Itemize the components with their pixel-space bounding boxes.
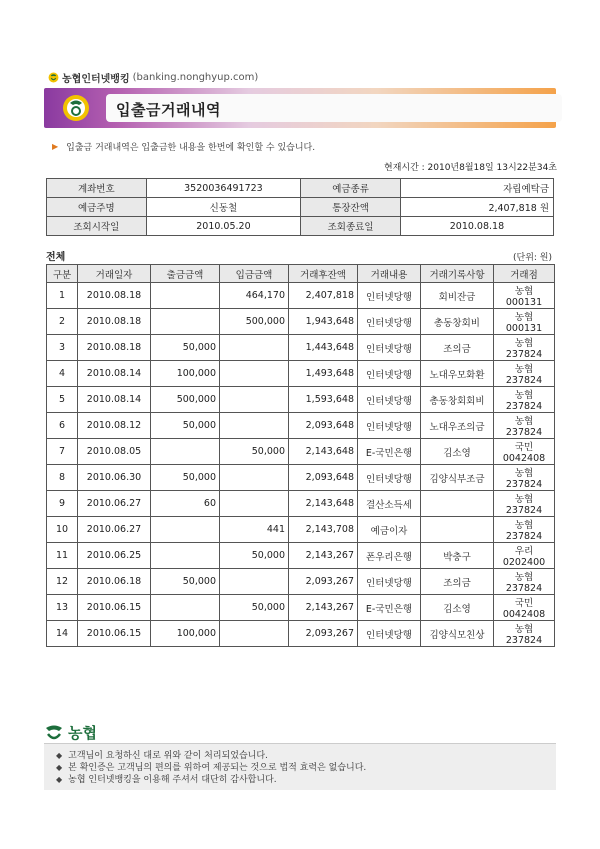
- balance-label: 통장잔액: [301, 198, 401, 217]
- table-row: [47, 543, 555, 569]
- table-cell: [151, 309, 220, 335]
- table-cell: 국민0042408: [494, 595, 555, 621]
- owner-value: 신동철: [146, 198, 301, 217]
- table-cell: E-국민은행: [358, 595, 421, 621]
- triangle-bullet-icon: ▶: [52, 142, 59, 151]
- table-cell: [151, 283, 220, 309]
- table-cell: 1,443,648: [289, 335, 358, 361]
- table-cell: 2,143,267: [289, 595, 358, 621]
- table-cell: 노대우조의금: [421, 413, 494, 439]
- table-cell: 예금이자: [358, 517, 421, 543]
- table-cell: 인터넷당행: [358, 569, 421, 595]
- diamond-bullet-icon: ◆: [56, 775, 63, 784]
- table-row: [47, 387, 555, 413]
- table-cell: 1: [47, 283, 78, 309]
- table-cell: E-국민은행: [358, 439, 421, 465]
- table-cell: 김소영: [421, 439, 494, 465]
- table-row: [47, 569, 555, 595]
- end-date-value: 2010.08.18: [400, 217, 553, 236]
- table-cell: 농협237824: [494, 569, 555, 595]
- table-cell: 3: [47, 335, 78, 361]
- table-cell: 2010.06.27: [78, 517, 151, 543]
- table-cell: 100,000: [151, 621, 220, 647]
- table-row: [47, 491, 555, 517]
- table-cell: 50,000: [151, 569, 220, 595]
- table-cell: 441: [220, 517, 289, 543]
- start-date-label: 조회시작일: [47, 217, 147, 236]
- table-row: [47, 517, 555, 543]
- column-header: 입금금액: [220, 265, 289, 283]
- column-header: 구분: [47, 265, 78, 283]
- account-no-value: 3520036491723: [146, 179, 301, 198]
- table-cell: 인터넷당행: [358, 361, 421, 387]
- diamond-bullet-icon: ◆: [56, 751, 63, 760]
- table-cell: 2,093,648: [289, 465, 358, 491]
- table-row: [47, 335, 555, 361]
- unit-label: (단위: 원): [513, 253, 552, 263]
- nonghyup-brand-icon: [44, 724, 64, 742]
- table-cell: [220, 491, 289, 517]
- account-no-label: 계좌번호: [47, 179, 147, 198]
- table-cell: 2,093,267: [289, 569, 358, 595]
- table-cell: [220, 361, 289, 387]
- footer-brand-name: 농협: [68, 724, 97, 742]
- table-cell: [220, 413, 289, 439]
- table-cell: 9: [47, 491, 78, 517]
- table-cell: 폰우리은행: [358, 543, 421, 569]
- table-row: [47, 595, 555, 621]
- table-row: [47, 465, 555, 491]
- table-cell: 김양식부조금: [421, 465, 494, 491]
- table-cell: 50,000: [220, 543, 289, 569]
- column-header: 거래기록사항: [421, 265, 494, 283]
- table-cell: 인터넷당행: [358, 465, 421, 491]
- table-cell: 인터넷당행: [358, 387, 421, 413]
- site-header: [48, 70, 258, 85]
- table-row: [47, 309, 555, 335]
- table-cell: 7: [47, 439, 78, 465]
- table-cell: 2,143,708: [289, 517, 358, 543]
- notice-line: [52, 140, 315, 153]
- deposit-type-label: 예금종류: [301, 179, 401, 198]
- table-row: [47, 621, 555, 647]
- table-cell: [151, 543, 220, 569]
- table-cell: 국민0042408: [494, 439, 555, 465]
- table-cell: 박충구: [421, 543, 494, 569]
- table-cell: 농협237824: [494, 465, 555, 491]
- table-cell: 인터넷당행: [358, 283, 421, 309]
- table-cell: 2,093,648: [289, 413, 358, 439]
- table-cell: 2010.06.25: [78, 543, 151, 569]
- table-cell: [421, 517, 494, 543]
- title-banner: [44, 88, 556, 128]
- table-cell: 1,593,648: [289, 387, 358, 413]
- footer-notes: [44, 743, 556, 790]
- table-cell: 100,000: [151, 361, 220, 387]
- table-cell: [220, 465, 289, 491]
- table-cell: [151, 439, 220, 465]
- nonghyup-emblem-icon: [62, 94, 90, 122]
- table-cell: 우리0202400: [494, 543, 555, 569]
- table-cell: 인터넷당행: [358, 309, 421, 335]
- table-cell: 2010.08.14: [78, 361, 151, 387]
- table-cell: 2010.08.18: [78, 335, 151, 361]
- table-cell: 농협000131: [494, 309, 555, 335]
- table-cell: 2010.06.15: [78, 595, 151, 621]
- table-cell: 500,000: [151, 387, 220, 413]
- section-title: 전체: [46, 252, 66, 263]
- account-info-table: [46, 178, 554, 236]
- table-cell: 2010.06.15: [78, 621, 151, 647]
- table-cell: 2,143,648: [289, 439, 358, 465]
- table-cell: 2010.06.18: [78, 569, 151, 595]
- table-cell: 50,000: [151, 413, 220, 439]
- end-date-label: 조회종료일: [301, 217, 401, 236]
- column-header: 거래내용: [358, 265, 421, 283]
- table-cell: 50,000: [151, 335, 220, 361]
- table-cell: 500,000: [220, 309, 289, 335]
- table-cell: 결산소득세: [358, 491, 421, 517]
- table-cell: 조의금: [421, 335, 494, 361]
- table-header-row: [47, 265, 555, 283]
- start-date-value: 2010.05.20: [146, 217, 301, 236]
- table-cell: 2010.08.05: [78, 439, 151, 465]
- table-cell: 인터넷당행: [358, 621, 421, 647]
- site-url[interactable]: (banking.nonghyup.com): [132, 72, 259, 83]
- column-header: 거래점: [494, 265, 555, 283]
- table-cell: 농협237824: [494, 387, 555, 413]
- table-cell: 농협237824: [494, 413, 555, 439]
- table-cell: 인터넷당행: [358, 413, 421, 439]
- table-cell: 2010.08.12: [78, 413, 151, 439]
- column-header: 거래일자: [78, 265, 151, 283]
- column-header: 출금금액: [151, 265, 220, 283]
- footer-note: ◆ 본 확인증은 고객님의 편의를 위하여 제공되는 것으로 법적 효력은 없습니다.: [56, 763, 367, 773]
- table-cell: 13: [47, 595, 78, 621]
- table-cell: 노대우모화환: [421, 361, 494, 387]
- nonghyup-logo-icon: [48, 72, 59, 83]
- table-cell: 농협237824: [494, 621, 555, 647]
- table-cell: 2010.06.27: [78, 491, 151, 517]
- column-header: 거래후잔액: [289, 265, 358, 283]
- table-cell: 2,407,818: [289, 283, 358, 309]
- table-cell: 1,943,648: [289, 309, 358, 335]
- table-cell: 농협237824: [494, 335, 555, 361]
- table-cell: 1,493,648: [289, 361, 358, 387]
- footer-note: ◆ 고객님이 요청하신 대로 위와 같이 처리되었습니다.: [56, 751, 268, 761]
- table-cell: [421, 491, 494, 517]
- table-cell: 12: [47, 569, 78, 595]
- table-cell: 2,143,648: [289, 491, 358, 517]
- diamond-bullet-icon: ◆: [56, 763, 63, 772]
- site-name: 농협인터넷뱅킹: [62, 74, 130, 85]
- table-row: [47, 361, 555, 387]
- table-cell: 회비잔금: [421, 283, 494, 309]
- table-cell: 11: [47, 543, 78, 569]
- table-cell: 총동창회회비: [421, 387, 494, 413]
- timestamp: 현재시간 : 2010년8월18일 13시22분34초: [384, 163, 557, 173]
- table-cell: 50,000: [220, 439, 289, 465]
- table-cell: [220, 387, 289, 413]
- deposit-type-value: 자립예탁금: [400, 179, 553, 198]
- table-row: [47, 283, 555, 309]
- table-row: [47, 439, 555, 465]
- table-cell: 김양식모친상: [421, 621, 494, 647]
- footer-brand: [44, 722, 97, 743]
- table-cell: [151, 595, 220, 621]
- balance-value: 2,407,818 원: [400, 198, 553, 217]
- table-cell: 인터넷당행: [358, 335, 421, 361]
- table-cell: 2,093,267: [289, 621, 358, 647]
- table-cell: 2010.08.18: [78, 309, 151, 335]
- table-cell: 2,143,267: [289, 543, 358, 569]
- table-row: [47, 413, 555, 439]
- table-cell: 농협237824: [494, 517, 555, 543]
- title-panel: [106, 94, 562, 122]
- table-cell: 5: [47, 387, 78, 413]
- table-cell: 50,000: [220, 595, 289, 621]
- table-cell: 농협237824: [494, 361, 555, 387]
- owner-label: 예금주명: [47, 198, 147, 217]
- table-cell: [151, 517, 220, 543]
- table-cell: 50,000: [151, 465, 220, 491]
- table-cell: 10: [47, 517, 78, 543]
- table-cell: 2010.08.14: [78, 387, 151, 413]
- table-cell: 14: [47, 621, 78, 647]
- table-cell: 2010.06.30: [78, 465, 151, 491]
- table-cell: 김소영: [421, 595, 494, 621]
- table-cell: 2: [47, 309, 78, 335]
- transaction-table: [46, 264, 555, 647]
- table-cell: [220, 569, 289, 595]
- table-cell: 총동창회비: [421, 309, 494, 335]
- table-cell: 조의금: [421, 569, 494, 595]
- table-cell: 농협237824: [494, 491, 555, 517]
- footer-note: ◆ 농협 인터넷뱅킹을 이용해 주셔서 대단히 감사합니다.: [56, 775, 277, 785]
- table-cell: [220, 621, 289, 647]
- table-cell: 8: [47, 465, 78, 491]
- table-cell: [220, 335, 289, 361]
- table-cell: 6: [47, 413, 78, 439]
- table-cell: 464,170: [220, 283, 289, 309]
- page-title: 입출금거래내역: [116, 101, 221, 119]
- notice-text: 입출금 거래내역은 입출금한 내용을 한번에 확인할 수 있습니다.: [66, 143, 316, 153]
- table-cell: 농협000131: [494, 283, 555, 309]
- table-cell: 60: [151, 491, 220, 517]
- table-cell: 4: [47, 361, 78, 387]
- table-cell: 2010.08.18: [78, 283, 151, 309]
